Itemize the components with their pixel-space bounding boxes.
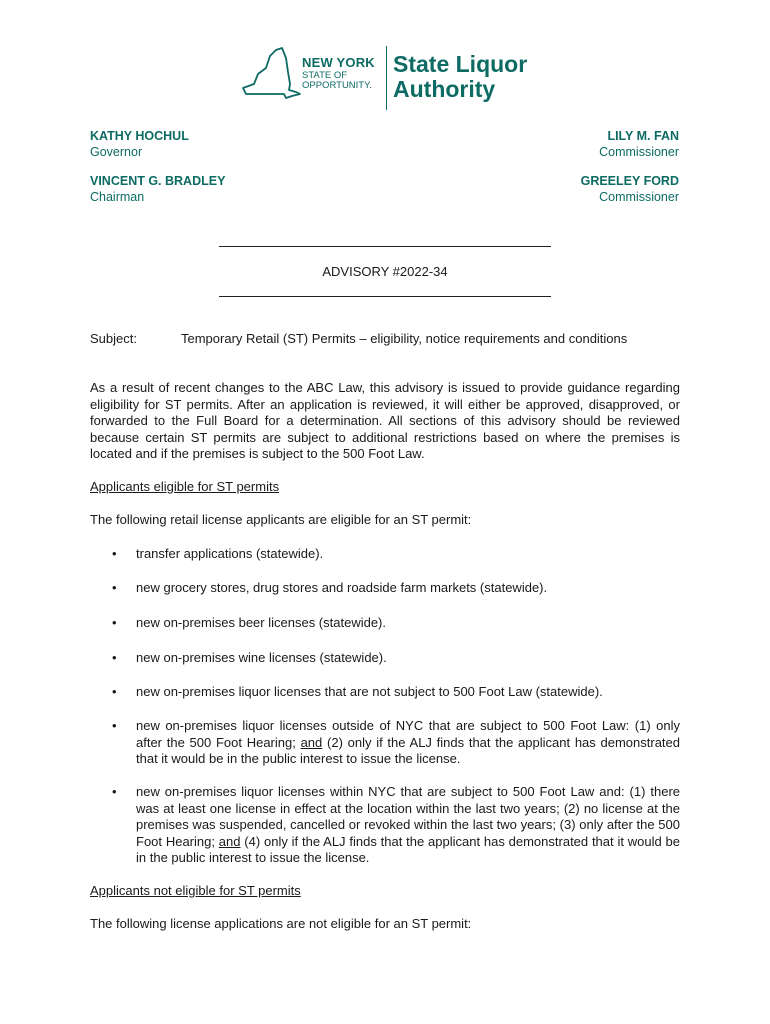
official-title: Governor xyxy=(90,145,143,159)
list-item-text: new on-premises beer licenses (statewide). xyxy=(136,615,386,630)
list-item xyxy=(112,546,680,563)
bullet: • xyxy=(112,684,117,699)
eligible-heading: Applicants eligible for ST permits xyxy=(90,479,280,494)
list-item xyxy=(112,784,680,867)
logo-divider xyxy=(386,46,387,110)
top-rule xyxy=(219,246,551,247)
official-commissioner-ford xyxy=(581,173,679,205)
official-name: LILY M. FAN xyxy=(607,129,679,143)
list-item-text: new on-premises liquor licenses that are not subject to 500 Foot Law (statewide). xyxy=(136,684,603,699)
list-item xyxy=(112,580,680,597)
official-governor xyxy=(90,128,189,160)
not-eligible-heading: Applicants not eligible for ST permits xyxy=(90,883,301,898)
bullet: • xyxy=(112,784,117,799)
list-item-text: transfer applications (statewide). xyxy=(136,546,324,561)
bottom-rule xyxy=(219,296,551,297)
official-chairman xyxy=(90,173,225,205)
official-title: Commissioner xyxy=(599,145,679,159)
new-york-state-map-icon xyxy=(240,44,302,106)
official-title: Chairman xyxy=(90,190,145,204)
list-item-text xyxy=(136,718,680,768)
new-york-wordmark xyxy=(302,56,375,90)
bullet: • xyxy=(112,580,117,595)
ny-line2: STATE OF xyxy=(302,70,348,81)
eligible-lead: The following retail license applicants are eligible for an ST permit: xyxy=(90,512,472,527)
subject-text: Temporary Retail (ST) Permits – eligibility, notice requirements and conditions xyxy=(181,331,628,346)
list-item xyxy=(112,615,680,632)
bullet: • xyxy=(112,546,117,561)
subject-label: Subject: xyxy=(90,331,137,346)
official-title: Commissioner xyxy=(599,190,679,204)
item-text-part: (2) only if the ALJ finds that the applicant has demonstrated that it would be in the public interest to issue the license. xyxy=(136,734,680,766)
item-text-emphasis: and xyxy=(218,833,241,849)
bullet: • xyxy=(112,615,117,630)
ny-line3: OPPORTUNITY. xyxy=(302,79,372,91)
list-item xyxy=(112,650,680,667)
bullet: • xyxy=(112,650,117,665)
official-commissioner-fan xyxy=(599,128,679,160)
list-item xyxy=(112,684,680,701)
list-item-text: new grocery stores, drug stores and roadside farm markets (statewide). xyxy=(136,580,548,595)
not-eligible-lead: The following license applications are not eligible for an ST permit: xyxy=(90,916,472,931)
list-item-text: new on-premises wine licenses (statewide). xyxy=(136,650,387,665)
official-name: KATHY HOCHUL xyxy=(90,129,189,143)
intro-paragraph: As a result of recent changes to the ABC Law, this advisory is issued to provide guidance regarding eligibility for ST permits. After an application is reviewed, it will either be approved, disapproved, or forwarded to the Full Board for a determination. All sections of this advisory should be reviewed because certain ST permits are subject to additional restrictions based on where the premises is located and if the premises is subject to the 500 Foot Law. xyxy=(90,380,680,461)
advisory-title: ADVISORY #2022-34 xyxy=(322,264,448,279)
item-text-part: new on-premises liquor licenses outside of NYC that are subject to 500 Foot Law: (1) only after the 500 Foot Hearing; xyxy=(136,718,680,750)
agency-line2: Authority xyxy=(393,76,496,102)
official-name: VINCENT G. BRADLEY xyxy=(90,174,226,188)
item-text-part: (4) only if the ALJ finds that the applicant has demonstrated that it would be in the public interest to issue the license. xyxy=(136,833,681,865)
agency-name xyxy=(393,52,527,102)
list-item xyxy=(112,718,680,768)
agency-line1: State Liquor xyxy=(393,51,528,77)
bullet: • xyxy=(112,718,117,733)
official-name: GREELEY FORD xyxy=(580,174,679,188)
item-text-part: new on-premises liquor licenses within NYC that are subject to 500 Foot Law and: (1) there was at least one license in effect at the location within the last two years; (2) no license at the premises was suspended, cancelled or revoked within the last two years; (3) only after the 500 Foot Hearing; xyxy=(136,784,680,849)
agency-logo xyxy=(240,44,530,116)
list-item-text xyxy=(136,784,680,867)
item-text-emphasis: and xyxy=(300,734,323,750)
ny-line1: NEW YORK xyxy=(302,55,375,70)
